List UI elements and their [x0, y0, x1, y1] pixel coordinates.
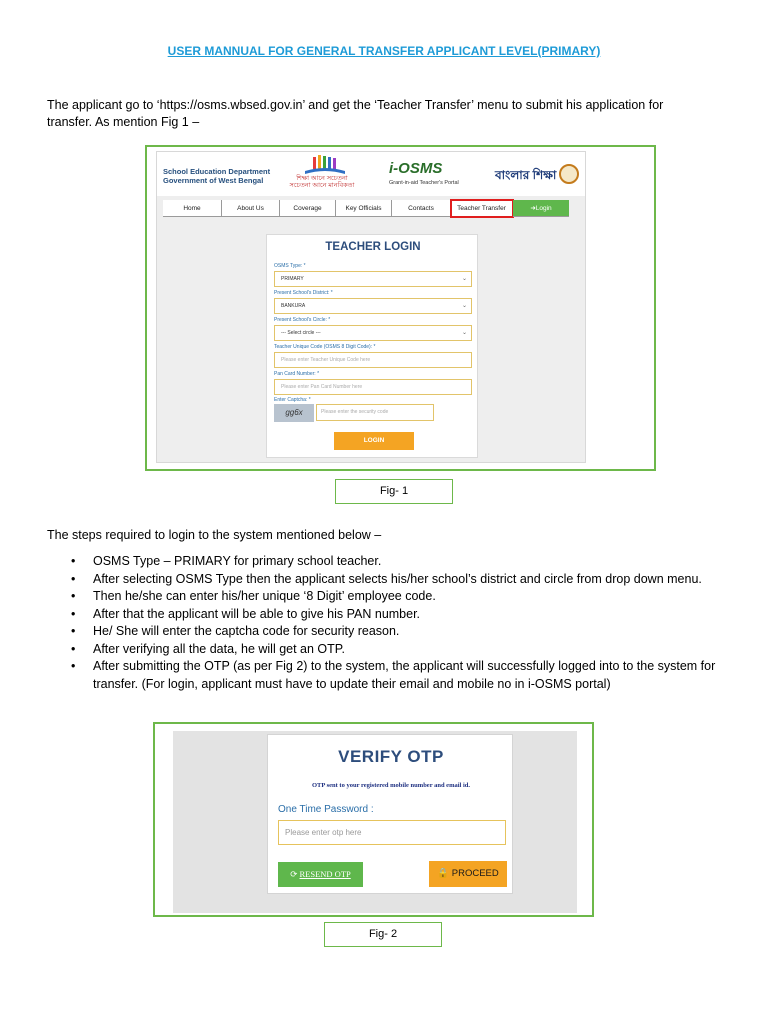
circle-label: Present School's Circle: * [274, 317, 331, 323]
verify-otp-card [267, 734, 513, 894]
refresh-icon: ⟳ [290, 869, 298, 879]
login-button[interactable]: LOGIN [334, 432, 414, 450]
captcha-label: Enter Captcha: * [274, 397, 311, 403]
login-title: TEACHER LOGIN [325, 241, 421, 253]
nav-login[interactable]: ➜Login [513, 200, 569, 217]
otp-input[interactable]: Please enter otp here [278, 820, 506, 845]
intro-paragraph [47, 97, 727, 131]
proceed-button[interactable]: 🔒 PROCEED [429, 861, 507, 887]
site-navbar [163, 200, 569, 217]
nav-home[interactable]: Home [163, 200, 222, 217]
portal-subtitle: Grant-in-aid Teacher's Portal [389, 180, 459, 186]
figure-1-caption: Fig- 1 [335, 479, 453, 504]
intro-line-1: The applicant go to ‘https://osms.wbsed.gov.in’ and get the ‘Teacher Transfer’ menu to submit his application for [47, 98, 664, 112]
list-item: • He/ She will enter the captcha code for security reason. [71, 623, 721, 641]
list-item: • OSMS Type – PRIMARY for primary school teacher. [71, 553, 721, 571]
steps-list [71, 553, 721, 693]
bangla-brand: বাংলার শিক্ষা [495, 168, 557, 182]
district-select[interactable]: BANKURA ⌄ [274, 298, 472, 314]
figure-2-otp-screenshot [153, 722, 594, 917]
otp-page-background [173, 731, 577, 913]
document-title: USER MANNUAL FOR GENERAL TRANSFER APPLICANT LEVEL(PRIMARY) [167, 44, 601, 58]
list-item: • After submitting the OTP (as per Fig 2) to the system, the applicant will successfully logged into to the system for transfer. (For login, applicant must have to update their email and mobile no in i-OSMS portal) [71, 658, 721, 693]
nav-key-officials[interactable]: Key Officials [336, 200, 392, 217]
resend-otp-button[interactable]: ⟳ RESEND OTP [278, 862, 363, 887]
logo-tagline: শিক্ষা আনে সচেতনা সচেতনা আনে মানবিকতা [289, 175, 355, 189]
captcha-image: gg6x [274, 404, 314, 422]
captcha-input[interactable]: Please enter the security code [316, 404, 434, 421]
otp-label: One Time Password : [278, 804, 374, 815]
osms-type-label: OSMS Type: * [274, 263, 306, 269]
lock-icon: 🔒 [437, 868, 450, 879]
site-header [157, 152, 586, 196]
teacher-code-input[interactable]: Please enter Teacher Unique Code here [274, 352, 472, 368]
department-name: School Education Department Government of West Bengal [163, 167, 271, 185]
chevron-down-icon: ⌄ [461, 276, 467, 282]
list-item: • After verifying all the data, he will get an OTP. [71, 641, 721, 659]
steps-heading: The steps required to login to the system mentioned below – [47, 528, 382, 542]
list-item: • After selecting OSMS Type then the applicant selects his/her school’s district and circle from drop down menu. [71, 571, 721, 589]
chevron-down-icon: ⌄ [461, 303, 467, 309]
list-item: • Then he/she can enter his/her unique ‘8 Digit’ employee code. [71, 588, 721, 606]
chevron-down-icon: ⌄ [461, 330, 467, 336]
nav-teacher-transfer[interactable]: Teacher Transfer [451, 200, 513, 217]
pan-label: Pan Card Number: * [274, 371, 320, 377]
teacher-login-card [266, 234, 478, 458]
intro-line-2: transfer. As mention Fig 1 – [47, 115, 200, 129]
osms-type-select[interactable]: PRIMARY ⌄ [274, 271, 472, 287]
nav-coverage[interactable]: Coverage [280, 200, 336, 217]
pan-input[interactable]: Please enter Pan Card Number here [274, 379, 472, 395]
nav-about-us[interactable]: About Us [222, 200, 280, 217]
osms-website [156, 151, 586, 463]
district-label: Present School's District: * [274, 290, 333, 296]
figure-1-login-screenshot [145, 145, 656, 471]
circle-select[interactable]: --- Select circle --- ⌄ [274, 325, 472, 341]
portal-logo: i-OSMS [389, 160, 443, 177]
list-item: • After that the applicant will be able to give his PAN number. [71, 606, 721, 624]
figure-2-caption: Fig- 2 [324, 922, 442, 947]
otp-title: VERIFY OTP [338, 747, 444, 766]
login-arrow-icon: ➜ [530, 205, 536, 212]
government-seal-icon [559, 164, 579, 184]
teacher-code-label: Teacher Unique Code (OSMS 8 Digit Code): * [274, 344, 376, 350]
nav-contacts[interactable]: Contacts [392, 200, 451, 217]
otp-sent-message: OTP sent to your registered mobile number and email id. [311, 782, 471, 789]
